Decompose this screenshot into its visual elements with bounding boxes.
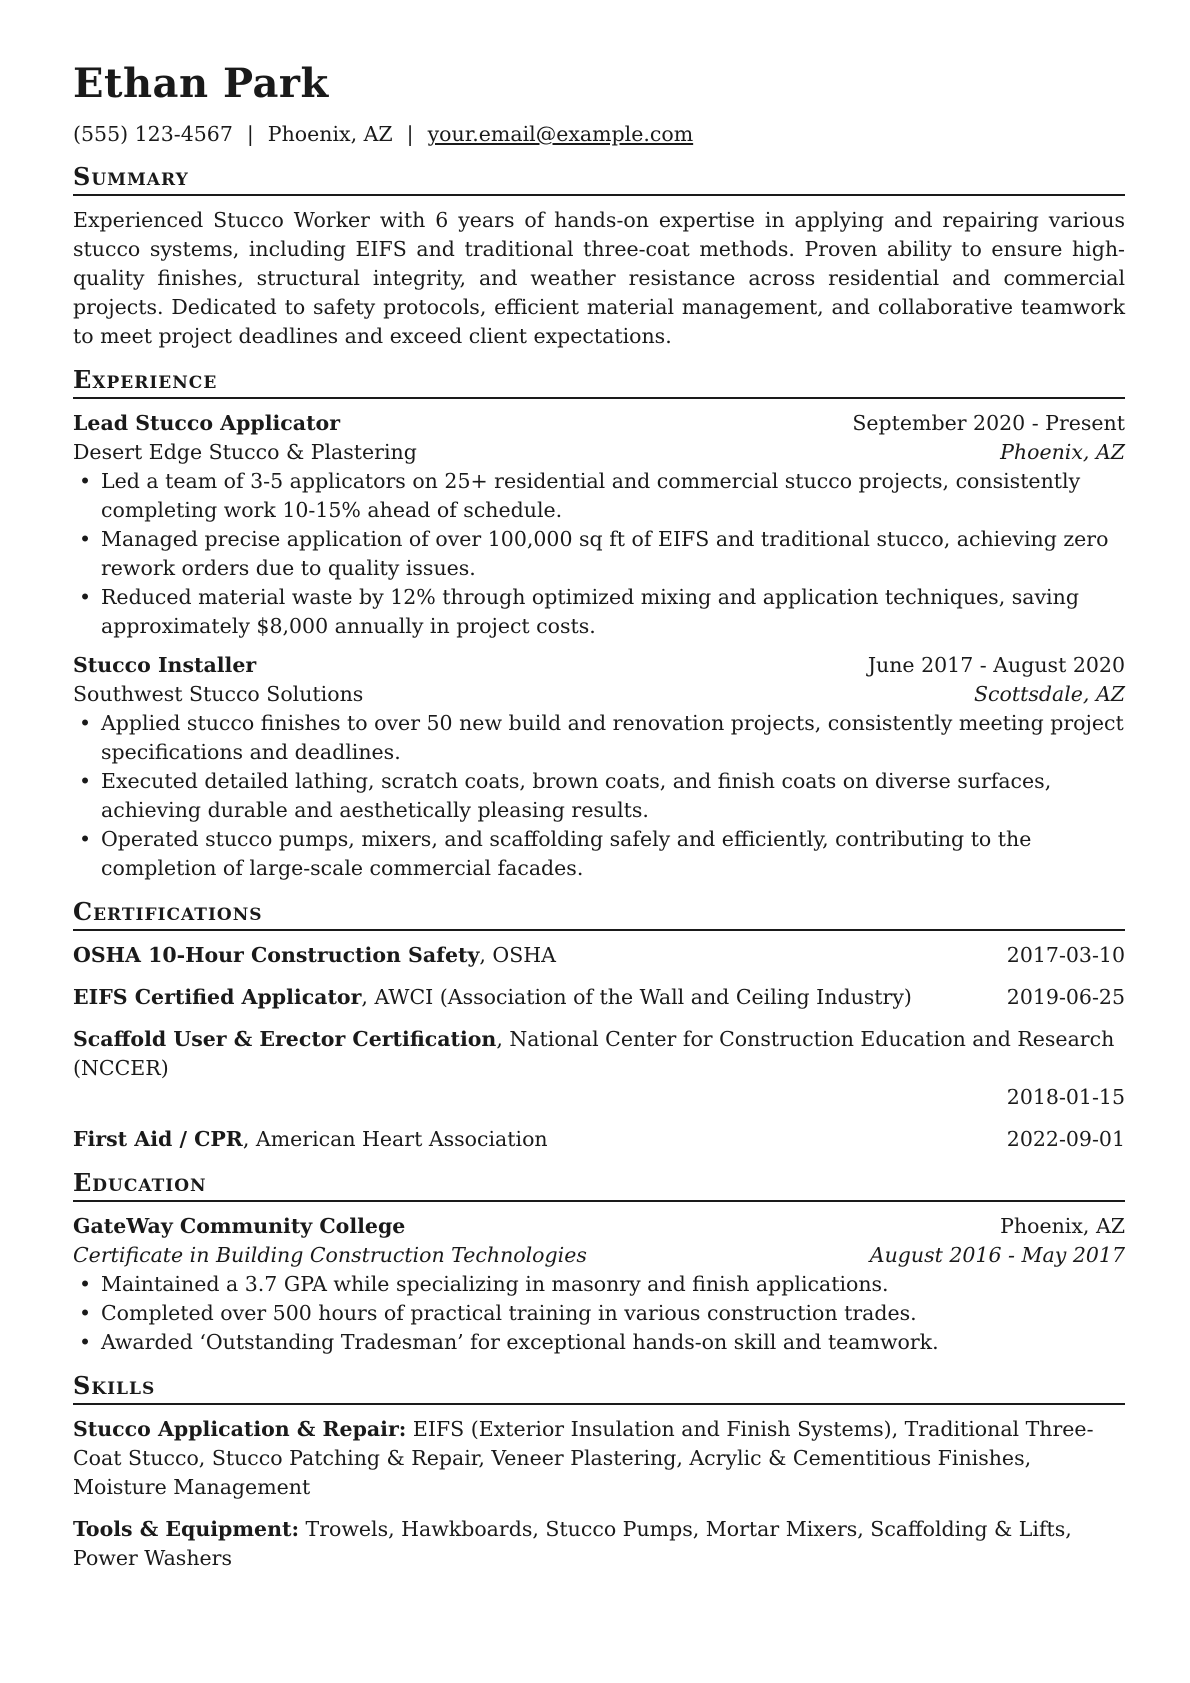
job-bullets xyxy=(73,709,1125,883)
certification-name: OSHA 10-Hour Construction Safety xyxy=(73,943,480,967)
email-link[interactable]: your.email@example.com xyxy=(427,122,694,146)
section-title-skills: Skills xyxy=(73,1371,1125,1405)
certification-name: EIFS Certified Applicator xyxy=(73,985,362,1009)
job-location: Scottsdale, AZ xyxy=(974,682,1125,706)
certification-date: 2017-03-10 xyxy=(1006,943,1125,967)
section-title-experience: Experience xyxy=(73,365,1125,399)
list-item: • Awarded ‘Outstanding Tradesman’ for exceptional hands-on skill and teamwork. xyxy=(73,1328,1125,1357)
certification-entry xyxy=(73,941,1125,970)
resume-page xyxy=(73,58,1125,1586)
skill-group-label: Stucco Application & Repair: xyxy=(73,1417,407,1441)
contact-line xyxy=(73,120,1125,148)
certification-name: Scaffold User & Erector Certification xyxy=(73,1027,497,1051)
phone-number: (555) 123-4567 xyxy=(73,122,233,146)
experience-section xyxy=(73,365,1125,883)
job-entry xyxy=(73,651,1125,883)
list-item: • Completed over 500 hours of practical training in various construction trades. xyxy=(73,1299,1125,1328)
job-dates: June 2017 - August 2020 xyxy=(867,653,1125,677)
section-title-education: Education xyxy=(73,1168,1125,1202)
summary-text: Experienced Stucco Worker with 6 years of hands-on expertise in applying and repairing various stucco systems, including EIFS and traditional three-coat methods. Proven ability to ensure high-quality finishes, structural integrity, and weather resistance across residential and commercial projects. Dedicated to safety protocols, efficient material management, and collaborative teamwork to meet project deadlines and exceed client expectations. xyxy=(73,208,1125,348)
list-item: • Maintained a 3.7 GPA while specializing in masonry and finish applications. xyxy=(73,1270,1125,1299)
list-item: • Led a team of 3-5 applicators on 25+ residential and commercial stucco projects, consistently completing work 10-15% ahead of schedule. xyxy=(73,467,1125,525)
skill-group-text: EIFS (Exterior Insulation and Finish Systems), Traditional Three-Coat Stucco, Stucco Patching & Repair, Veneer Plastering, Acrylic & Cementitious Finishes, Moisture Management xyxy=(73,1417,1094,1499)
list-item: • Managed precise application of over 100,000 sq ft of EIFS and traditional stucco, achieving zero rework orders due to quality issues. xyxy=(73,525,1125,583)
school-name: GateWay Community College xyxy=(73,1214,406,1238)
list-item: • Operated stucco pumps, mixers, and scaffolding safely and efficiently, contributing to the completion of large-scale commercial facades. xyxy=(73,825,1125,883)
certifications-section xyxy=(73,897,1125,1154)
certification-issuer: , OSHA xyxy=(479,943,556,967)
certification-date: 2019-06-25 xyxy=(1006,985,1125,1009)
section-title-summary: Summary xyxy=(73,162,1125,196)
education-program: Certificate in Building Construction Technologies xyxy=(73,1243,587,1267)
list-item: • Applied stucco finishes to over 50 new build and renovation projects, consistently meeting project specifications and deadlines. xyxy=(73,709,1125,767)
contact-separator: | xyxy=(406,122,414,146)
certification-date: 2018-01-15 xyxy=(1006,1085,1125,1109)
skill-group xyxy=(73,1515,1125,1573)
section-title-certifications: Certifications xyxy=(73,897,1125,931)
certification-issuer: , National Center for Construction Education and Research (NCCER) xyxy=(73,1027,1115,1080)
skill-group-text: Trowels, Hawkboards, Stucco Pumps, Mortar Mixers, Scaffolding & Lifts, Power Washers xyxy=(73,1517,1072,1570)
contact-location: Phoenix, AZ xyxy=(267,122,393,146)
summary-section xyxy=(73,162,1125,351)
job-title: Stucco Installer xyxy=(73,653,257,677)
job-company: Desert Edge Stucco & Plastering xyxy=(73,440,417,464)
certification-entry xyxy=(73,1125,1125,1154)
skills-section xyxy=(73,1371,1125,1573)
school-location: Phoenix, AZ xyxy=(1000,1214,1125,1238)
certification-entry xyxy=(73,983,1125,1012)
education-bullets xyxy=(73,1270,1125,1357)
certification-date: 2022-09-01 xyxy=(1006,1127,1125,1151)
certification-issuer: , AWCI (Association of the Wall and Ceiling Industry) xyxy=(361,985,912,1009)
job-company: Southwest Stucco Solutions xyxy=(73,682,364,706)
education-section xyxy=(73,1168,1125,1357)
job-location: Phoenix, AZ xyxy=(1000,440,1125,464)
job-entry xyxy=(73,409,1125,641)
certification-name: First Aid / CPR xyxy=(73,1127,243,1151)
skill-group-label: Tools & Equipment: xyxy=(73,1517,300,1541)
certification-issuer: , American Heart Association xyxy=(242,1127,548,1151)
job-title: Lead Stucco Applicator xyxy=(73,411,341,435)
contact-separator: | xyxy=(246,122,254,146)
skill-group xyxy=(73,1415,1125,1502)
list-item: • Executed detailed lathing, scratch coats, brown coats, and finish coats on diverse surfaces, achieving durable and aesthetically pleasing results. xyxy=(73,767,1125,825)
education-dates: August 2016 - May 2017 xyxy=(869,1243,1125,1267)
job-dates: September 2020 - Present xyxy=(852,411,1125,435)
list-item: • Reduced material waste by 12% through optimized mixing and application techniques, saving approximately $8,000 annually in project costs. xyxy=(73,583,1125,641)
candidate-name: Ethan Park xyxy=(73,60,329,107)
job-bullets xyxy=(73,467,1125,641)
certification-entry xyxy=(73,1025,1125,1112)
